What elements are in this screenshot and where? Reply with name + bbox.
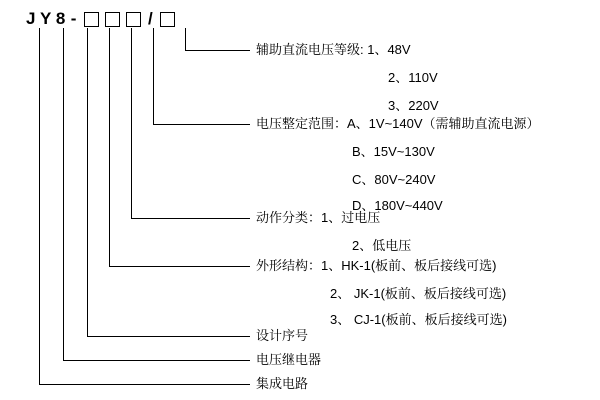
code-slash: / [147,9,154,28]
leader-line-structure-horizontal [109,266,250,267]
leader-line-design-serial-horizontal [87,336,250,337]
label-aux-dc-head: 辅助直流电压等级: 1、48V [256,42,411,57]
label-structure-head: 外形结构：1、HK-1(板前、板后接线可选) [256,258,497,273]
label-voltage-range-head: 电压整定范围：A、1V~140V（需辅助直流电源） [256,116,540,131]
label-action-type-item-2: 2、低电压 [352,238,412,253]
label-voltage-range-item-d: D、180V~440V [352,198,443,213]
label-voltage-range-item-b: B、15V~130V [352,144,435,159]
leader-line-aux-dc-vertical [185,28,186,50]
leader-line-integrated-circuit-horizontal [39,384,250,385]
leader-line-relay-type-horizontal [63,360,250,361]
label-design-serial: 设计序号 [256,328,309,343]
label-aux-dc-item-3: 3、220V [388,98,439,113]
code-char-8: 8 [55,9,66,28]
leader-line-voltage-range-horizontal [153,124,250,125]
leader-line-action-type-vertical [131,28,132,218]
label-voltage-range-item-c: C、80V~240V [352,172,436,187]
leader-line-structure-vertical [109,28,110,266]
code-dash: - [70,9,77,28]
leader-line-voltage-range-vertical [153,28,154,124]
label-action-type-head: 动作分类：1、过电压 [256,210,381,225]
code-box-2 [105,12,120,27]
leader-line-action-type-horizontal [131,218,250,219]
code-box-3 [126,12,141,27]
code-char-y: Y [39,9,52,28]
label-relay-type: 电压继电器 [256,352,322,367]
label-structure-item-2: 2、 JK-1(板前、板后接线可选) [330,286,507,301]
code-box-1 [84,12,99,27]
leader-line-design-serial-vertical [87,28,88,336]
label-integrated-circuit: 集成电路 [256,376,309,391]
label-aux-dc-item-2: 2、110V [388,70,438,85]
leader-line-aux-dc-horizontal [185,50,250,51]
code-box-4 [160,12,175,27]
label-structure-item-3: 3、 CJ-1(板前、板后接线可选) [330,312,507,327]
product-code-row [26,6,178,32]
code-char-j: J [26,9,36,28]
leader-line-relay-type-vertical [63,28,64,360]
leader-line-integrated-circuit-vertical [39,28,40,384]
